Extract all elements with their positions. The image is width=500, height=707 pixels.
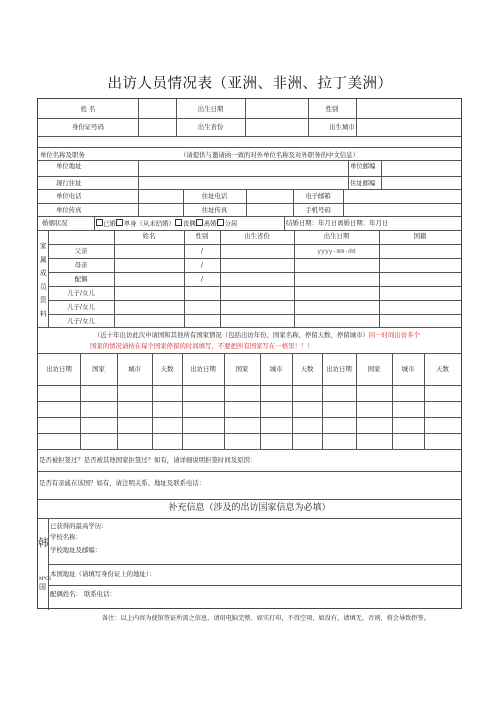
rule <box>48 272 461 273</box>
supplement-side-mid: 国 <box>39 583 46 591</box>
domestic-address-label: 本国地址（请填写身份证上的地址）： <box>50 570 156 578</box>
rule <box>48 286 461 287</box>
family-header-birth-province: 出生省份 <box>244 232 270 240</box>
rule <box>38 118 461 119</box>
family-relation-child: 儿子/女儿 <box>67 317 95 325</box>
rule <box>38 471 461 472</box>
supplement-title: 补充信息（涉及的出访国家信息为必填） <box>168 503 331 513</box>
form-title: 出访人员情况表（亚洲、非洲、拉丁美洲） <box>107 76 393 92</box>
gender-label: 性别 <box>325 105 339 113</box>
unit-title-hint: （请提供与邀请函一致的对外单位名称及对外职务的中文信息） <box>180 151 359 159</box>
home-phone-label: 住址电话 <box>201 192 228 200</box>
travel-header-city: 城市 <box>269 365 283 373</box>
divorced-checkbox[interactable] <box>196 219 203 226</box>
school-name-label: 学校名称： <box>50 533 82 541</box>
rule <box>48 518 49 610</box>
travel-header-days: 天数 <box>300 365 314 373</box>
rule <box>381 160 382 189</box>
id-number-label: 身份证号码 <box>72 123 104 131</box>
family-gender-mother: / <box>200 261 204 269</box>
separated-checkbox[interactable] <box>217 219 224 226</box>
divorced-option: 离婚 <box>203 219 217 228</box>
rule <box>138 99 139 136</box>
birth-city-label: 出生城市 <box>329 123 355 131</box>
rule <box>38 433 461 434</box>
family-relation-father: 父亲 <box>74 247 88 255</box>
family-side-label: 家 属 成 员 资 料 <box>40 242 47 318</box>
rule <box>294 230 295 327</box>
travel-header-date: 出访日期 <box>46 365 72 373</box>
education-label: 已获得的最高学历： <box>50 522 108 530</box>
travel-header-country: 国家 <box>92 365 105 373</box>
family-relation-mother: 母亲 <box>74 261 88 269</box>
family-header-name: 姓名 <box>142 232 156 240</box>
supplement-side-small: M℃1 <box>39 577 52 582</box>
rule <box>38 203 461 204</box>
email-label: 电子邮箱 <box>305 192 331 200</box>
travel-header-city: 城市 <box>401 365 415 373</box>
rule <box>114 230 115 327</box>
rule <box>38 216 461 217</box>
rule <box>38 230 461 231</box>
footer-note: 备注：以上内容为使馆签证所需之信息，请用电脑完整、如实打印，不得空项，如没有，请填无，否则，将会导致拒签。 <box>102 615 430 622</box>
rule <box>38 189 461 190</box>
travel-instruction-warning: 国家的情况请按在每个国家停留的时间填写，不要把所有国家写在一格里！！！ <box>90 342 314 350</box>
separated-option: 分居 <box>224 219 238 228</box>
marital-label: 婚姻状况 <box>42 219 68 227</box>
family-gender-spouse: / <box>200 275 204 283</box>
rule <box>220 230 221 327</box>
rule <box>48 585 461 586</box>
travel-header-date: 出访日期 <box>190 365 216 373</box>
travel-instruction: （近十年出访此次申请国和其他所有国家情况（包括出访年份、国家名称、停留天数、停留城市）同一时间出访多个 <box>94 331 420 339</box>
unit-address-label: 单位地址 <box>56 162 82 170</box>
home-address-label: 现行住址 <box>56 179 82 187</box>
unit-title-label: 单位名称及职务 <box>40 151 85 159</box>
rule <box>48 258 461 259</box>
home-postcode-label: 住址邮编 <box>350 179 376 187</box>
travel-header-city: 城市 <box>128 365 141 373</box>
home-fax-label: 住址传真 <box>201 206 228 214</box>
rule <box>48 564 461 565</box>
mobile-label: 手机号码 <box>305 206 331 214</box>
travel-header-days: 天数 <box>160 365 174 373</box>
rule <box>38 176 461 177</box>
rule <box>38 385 461 386</box>
rule <box>38 417 461 418</box>
rule <box>48 300 461 301</box>
rule <box>246 189 247 216</box>
visitor-info-form <box>37 98 462 609</box>
rule <box>48 244 461 245</box>
school-address-label: 学校地址及邮编： <box>50 546 102 554</box>
unit-fax-label: 单位传真 <box>56 206 82 214</box>
travel-header-days: 天数 <box>436 365 449 373</box>
travel-header-date: 出访日期 <box>326 365 352 373</box>
rule <box>284 216 285 230</box>
unit-postcode-label: 单位邮编 <box>350 162 376 170</box>
family-birth-date-father: yyyy-mm-dd <box>317 247 356 255</box>
rule <box>48 314 461 315</box>
supplement-side-top: 韩 <box>38 537 49 549</box>
birth-date-label: 出生日期 <box>197 105 224 113</box>
rule <box>38 401 461 402</box>
rule <box>38 518 461 519</box>
family-relation-child: 儿子/女儿 <box>67 289 95 297</box>
rule <box>38 136 461 137</box>
spouse-contact-label: 配偶姓名： 联系电话： <box>50 590 116 598</box>
birth-province-label: 出生省份 <box>197 123 224 131</box>
married-option: 已婚 <box>103 219 116 228</box>
rule <box>379 230 380 327</box>
refused-question: 是否被拒签过？是否被其他国家拒签过？如有，请详细说明拒签时间及原因： <box>39 456 257 464</box>
rule <box>38 499 461 500</box>
rule <box>38 160 461 161</box>
family-relation-spouse: 配偶 <box>74 275 88 283</box>
marriage-dates: 结婚日期：年月日离婚日期：年月日 <box>286 219 389 227</box>
marital-options <box>95 219 237 228</box>
family-gender-father: / <box>200 247 204 255</box>
rule <box>138 160 139 216</box>
family-relation-child: 儿子/女儿 <box>67 303 95 311</box>
family-header-nationality: 国籍 <box>413 232 427 240</box>
rule <box>348 160 349 189</box>
single-checkbox[interactable] <box>116 219 123 226</box>
rule <box>245 99 246 136</box>
family-header-gender: 性别 <box>195 232 209 240</box>
unit-phone-label: 单位电话 <box>56 192 82 200</box>
rule <box>38 353 461 354</box>
rule <box>38 327 461 328</box>
family-header-birth-date: 出生日期 <box>323 232 350 240</box>
rule <box>38 147 461 148</box>
single-option: 单身（从未结婚） <box>123 219 175 228</box>
name-label: 姓 名 <box>80 105 96 113</box>
married-checkbox[interactable] <box>96 219 103 226</box>
travel-header-country: 国家 <box>235 365 249 373</box>
widowed-option: 丧偶 <box>182 219 196 228</box>
relatives-question: 是否有亲戚在该国？如有，请注明关系、地址及联系电话： <box>39 479 206 487</box>
rule <box>38 449 461 450</box>
widowed-checkbox[interactable] <box>175 219 182 226</box>
rule <box>343 189 344 216</box>
travel-header-country: 国家 <box>367 365 381 373</box>
